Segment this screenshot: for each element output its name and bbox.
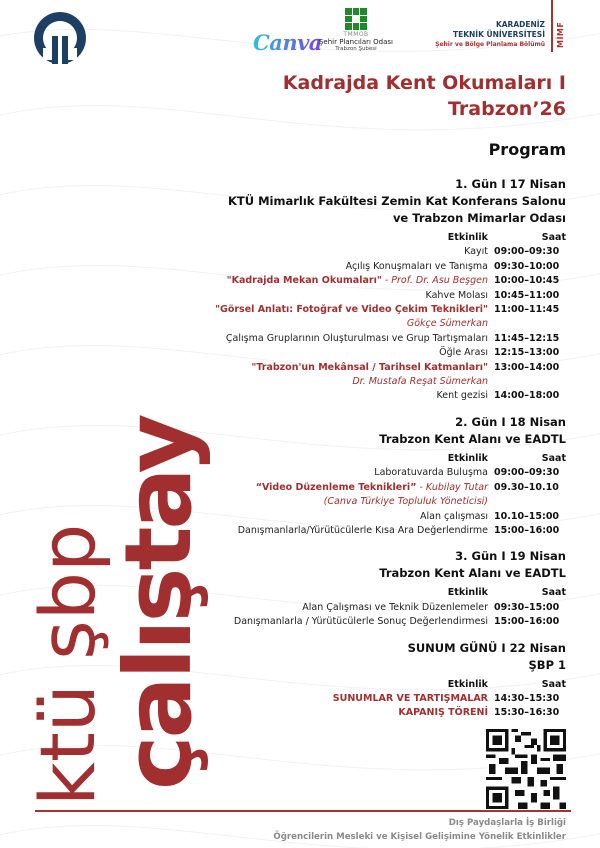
session-title: SUNUMLAR VE TARTIŞMALAR	[332, 692, 488, 704]
footer	[273, 816, 566, 844]
activity: Danışmanlarla/Yürütücülerle Kısa Ara Değerlendirme	[237, 524, 488, 536]
schedule-row	[146, 274, 566, 288]
speaker-role: (Canva Türkiye Topluluk Yöneticisi)	[323, 496, 488, 508]
day-heading: 1. Gün I 17 Nisan	[455, 177, 566, 191]
time: 13:00–14:00	[494, 361, 560, 373]
activity-header: Etkinlik	[447, 587, 488, 599]
day-heading: SUNUM GÜNÜ I 22 Nisan	[407, 640, 566, 655]
activity: Kayıt	[464, 246, 488, 258]
program-heading: Program	[488, 140, 566, 159]
time: 09:00–09:30	[494, 246, 560, 258]
speaker: Gökçe Sümerkan	[406, 318, 488, 330]
time: 09:30–15:00	[494, 601, 560, 613]
time-header: Saat	[541, 232, 566, 243]
time: 11:00–11:45	[494, 304, 560, 316]
speaker-row	[146, 375, 566, 389]
footer-line2: Öğrencilerin Mesleki ve Kişisel Gelişimine Yönelik Etkinlikler	[273, 832, 566, 842]
schedule-row	[146, 389, 566, 403]
activity: Laboratuvarda Buluşma	[374, 467, 488, 479]
column-headers	[146, 231, 566, 245]
session-title: “Video Düzenleme Teknikleri”	[255, 481, 417, 493]
session-title: "Kadrajda Mekan Okumaları"	[226, 275, 382, 287]
activity: Çalışma Gruplarının Oluşturulması ve Grup Tartışmaları	[225, 332, 488, 344]
activity: Danışmanlarla / Yürütücülerle Sonuç Değerlendirmesi	[233, 616, 488, 628]
event-title-line2: Trabzon’26	[448, 98, 566, 120]
tmmob-branch: Trabzon Şubesi	[335, 46, 377, 52]
time: 11:45–12:15	[494, 332, 560, 344]
activity-header: Etkinlik	[447, 232, 488, 243]
qr-code-icon[interactable]	[486, 729, 566, 809]
session-title: "Görsel Anlatı: Fotoğraf ve Video Çekim Teknikleri"	[215, 304, 488, 316]
activity	[333, 692, 494, 706]
event-title-line1: Kadrajda Kent Okumaları I	[282, 72, 566, 94]
speaker: Dr. Mustafa Reşat Sümerkan	[352, 376, 488, 388]
time: 09:00–09:30	[494, 467, 560, 479]
tmmob-logo	[316, 8, 396, 52]
university-name	[400, 20, 545, 50]
activity-header: Etkinlik	[447, 678, 488, 690]
activity	[227, 274, 494, 288]
canva-logo: Canva	[253, 30, 322, 55]
time: 10.10–15:00	[494, 510, 560, 522]
activity: Alan Çalışması ve Teknik Düzenlemeler	[302, 601, 488, 613]
time: 10:45–11:00	[494, 289, 560, 301]
time-header: Saat	[541, 678, 566, 690]
tmmob-label: TMMOB	[343, 31, 369, 38]
activity: Kent gezisi	[436, 390, 488, 402]
day-heading: 3. Gün I 19 Nisan	[455, 549, 566, 564]
activity: Açılış Konuşmaları ve Tanışma	[345, 260, 488, 272]
day-venue: Trabzon Kent Alanı ve EADTL	[379, 566, 566, 581]
time: 10:00–10:45	[494, 275, 560, 287]
day-venue: ŞBP 1	[528, 657, 566, 672]
ktu-emblem-icon	[32, 10, 88, 66]
activity-header: Etkinlik	[447, 452, 488, 464]
schedule-row	[146, 289, 566, 303]
time-header: Saat	[541, 587, 566, 599]
schedule-row	[146, 332, 566, 346]
faculty-badge: MİMF	[556, 21, 565, 48]
tmmob-name: Şehir Plancıları Odası	[318, 38, 394, 46]
footer-divider	[35, 810, 571, 812]
header-divider	[551, 0, 553, 52]
schedule-row	[146, 361, 566, 375]
activity	[256, 481, 494, 495]
day-1	[146, 176, 566, 404]
side-title-calistay: çalıştay	[105, 416, 212, 790]
time: 15:00–16:00	[494, 524, 560, 536]
activity	[251, 361, 494, 375]
side-title-ktu-sbp: ktü şbp	[23, 523, 112, 806]
activity: Kahve Molası	[425, 289, 488, 301]
speaker: - Kubilay Tutar	[416, 481, 488, 493]
schedule-row	[146, 303, 566, 317]
day-heading: 2. Gün I 18 Nisan	[455, 414, 566, 429]
time: 15:00–16:00	[494, 616, 560, 628]
department-name: Şehir ve Bölge Planlama Bölümü	[435, 41, 545, 48]
schedule-row	[146, 245, 566, 259]
activity: Alan çalışması	[420, 510, 488, 522]
activity: Öğle Arası	[439, 347, 488, 359]
time: 15:30–16:30	[494, 707, 560, 719]
speaker: - Prof. Dr. Asu Beşgen	[381, 275, 488, 287]
schedule-row	[146, 260, 566, 274]
session-title: "Trabzon'un Mekânsal / Tarihsel Katmanları"	[251, 361, 488, 373]
university-line2: TEKNİK ÜNİVERSİTESİ	[452, 30, 545, 39]
time: 09.30–10.10	[494, 481, 559, 493]
time: 14:00–18:00	[494, 390, 560, 402]
event-title	[283, 70, 566, 122]
time: 14:30–15:30	[494, 692, 560, 704]
footer-line1: Dış Paydaşlarla İş Birliği	[448, 818, 566, 828]
speaker-row	[146, 317, 566, 331]
day-venue: Trabzon Kent Alanı ve EADTL	[379, 431, 566, 446]
session-title: KAPANIŞ TÖRENİ	[398, 707, 488, 719]
day-venue: ve Trabzon Mimarlar Odası	[392, 211, 566, 225]
time: 12:15–13:00	[494, 347, 560, 359]
activity	[398, 706, 494, 720]
time-header: Saat	[541, 452, 566, 464]
activity	[215, 303, 494, 317]
time: 09:30–10:00	[494, 260, 560, 272]
tmmob-mark-icon	[345, 8, 367, 30]
university-line1: KARADENİZ	[495, 20, 545, 29]
schedule-row	[146, 346, 566, 360]
day-venue: KTÜ Mimarlık Fakültesi Zemin Kat Konferans Salonu	[228, 194, 566, 208]
